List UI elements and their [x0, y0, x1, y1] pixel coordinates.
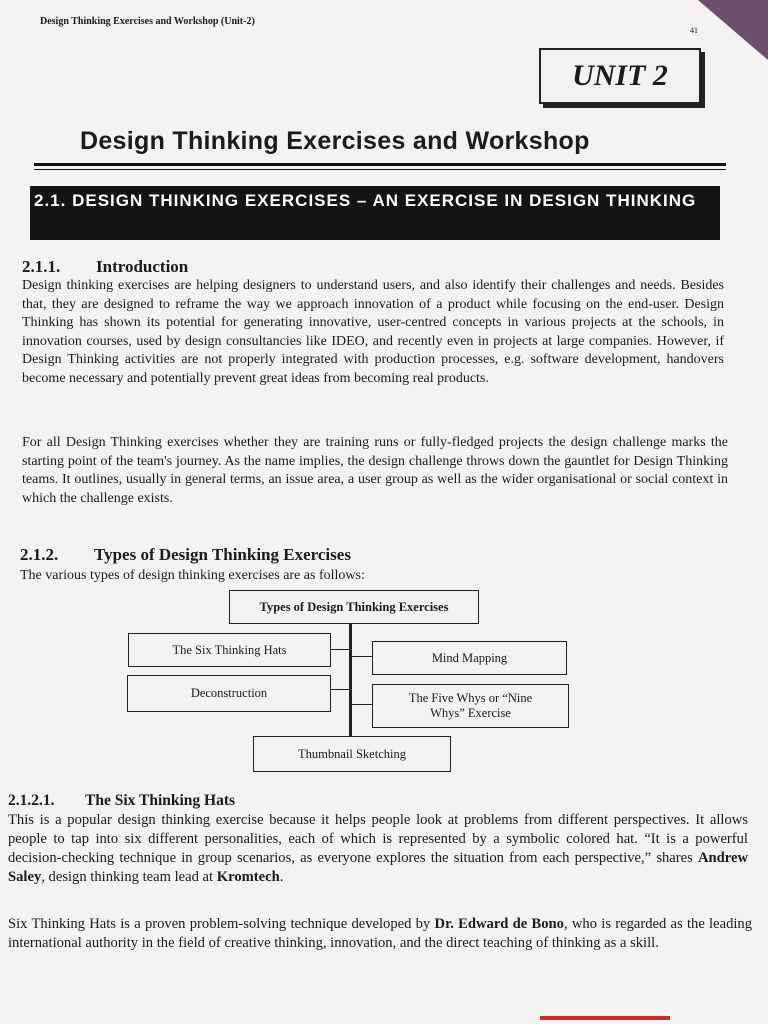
six-hats-paragraph-2 [8, 915, 752, 953]
node-mind-mapping: Mind Mapping [372, 641, 567, 675]
types-lead: The various types of design thinking exercises are as follows: [20, 568, 365, 583]
types-number: 2.1.2. [20, 545, 59, 564]
title-rule-thin [34, 169, 726, 170]
six-hats-p1-end: . [279, 869, 284, 885]
types-heading [20, 545, 351, 565]
node-five-whys: The Five Whys or “Nine Whys” Exercise [372, 684, 569, 728]
section-number: 2.1. [34, 191, 67, 210]
six-hats-p2-mid: , who is regarded as the leading international authority in the field of creative thinking, innovation, and the direct teaching of thinking as a skill. [8, 916, 753, 951]
unit-label: UNIT 2 [572, 59, 668, 92]
node-six-thinking-hats: The Six Thinking Hats [128, 633, 331, 667]
bottom-edge-mark [540, 1016, 670, 1020]
section-heading-bar [30, 186, 720, 240]
connector-left-2 [331, 689, 350, 690]
six-hats-heading [8, 792, 235, 810]
intro-paragraph-2: For all Design Thinking exercises whether they are training runs or fully-fledged projects the design challenge marks the starting point of the team's journey. As the name implies, the design challenge throws down the gauntlet for Design Thinking teams. It outlines, usually in general terms, an issue area, a user group as well as the wider organisational or social context in which the challenge exists. [22, 435, 728, 506]
six-hats-p1-name: Andrew Saley [8, 850, 748, 885]
six-hats-p1-mid: , design thinking team lead at [41, 869, 217, 885]
intro-paragraph-1: Design thinking exercises are helping designers to understand users, and also identify their challenges and needs. Besides that, they are designed to reframe the way we approach innovation of a product while focusing on the end-user. Design Thinking has shown its potential for generating innovative, user-centred concepts in various projects at the schools, in innovation courses, used by design consultancies like IDEO, and recently even in projects at large companies. However, if Design Thinking activities are not properly integrated with production processes, e.g. software development, handovers become necessary and potentially prevent great ideas from becoming real products. [22, 278, 724, 386]
title-rule [34, 163, 726, 166]
six-hats-p1-text: This is a popular design thinking exercise because it helps people look at problems from different perspectives. It allows people to tap into six different personalities, each of which is represented by a symbolic colored hat. “It is a powerful decision-checking technique in group scenarios, as everyone explores the situation from each perspective,” shares [8, 812, 748, 866]
chapter-title: Design Thinking Exercises and Workshop [80, 127, 590, 155]
six-hats-title: The Six Thinking Hats [85, 792, 236, 809]
six-hats-p2-name: Dr. Edward de Bono [434, 916, 564, 932]
intro-title: Introduction [96, 257, 189, 276]
connector-right-2 [352, 704, 372, 705]
diagram-trunk [349, 623, 352, 737]
six-hats-paragraph-1 [8, 811, 748, 887]
page-corner-shadow [698, 0, 768, 60]
unit-label-box [539, 48, 701, 104]
connector-right-1 [352, 656, 372, 657]
connector-left-1 [331, 649, 350, 650]
node-deconstruction: Deconstruction [127, 675, 331, 712]
node-thumbnail-sketching: Thumbnail Sketching [253, 736, 451, 772]
page-number: 41 [690, 26, 698, 35]
types-title: Types of Design Thinking Exercises [94, 545, 351, 564]
six-hats-p2-text: Six Thinking Hats is a proven problem-solving technique developed by [8, 916, 435, 932]
six-hats-p1-company: Kromtech [216, 869, 280, 885]
section-title: DESIGN THINKING EXERCISES – AN EXERCISE IN DESIGN THINKING [72, 191, 697, 210]
intro-number: 2.1.1. [22, 257, 61, 276]
six-hats-number: 2.1.2.1. [8, 792, 55, 809]
diagram-root-node: Types of Design Thinking Exercises [229, 590, 479, 624]
running-header: Design Thinking Exercises and Workshop (Unit-2) [40, 16, 255, 27]
intro-heading [22, 257, 188, 277]
